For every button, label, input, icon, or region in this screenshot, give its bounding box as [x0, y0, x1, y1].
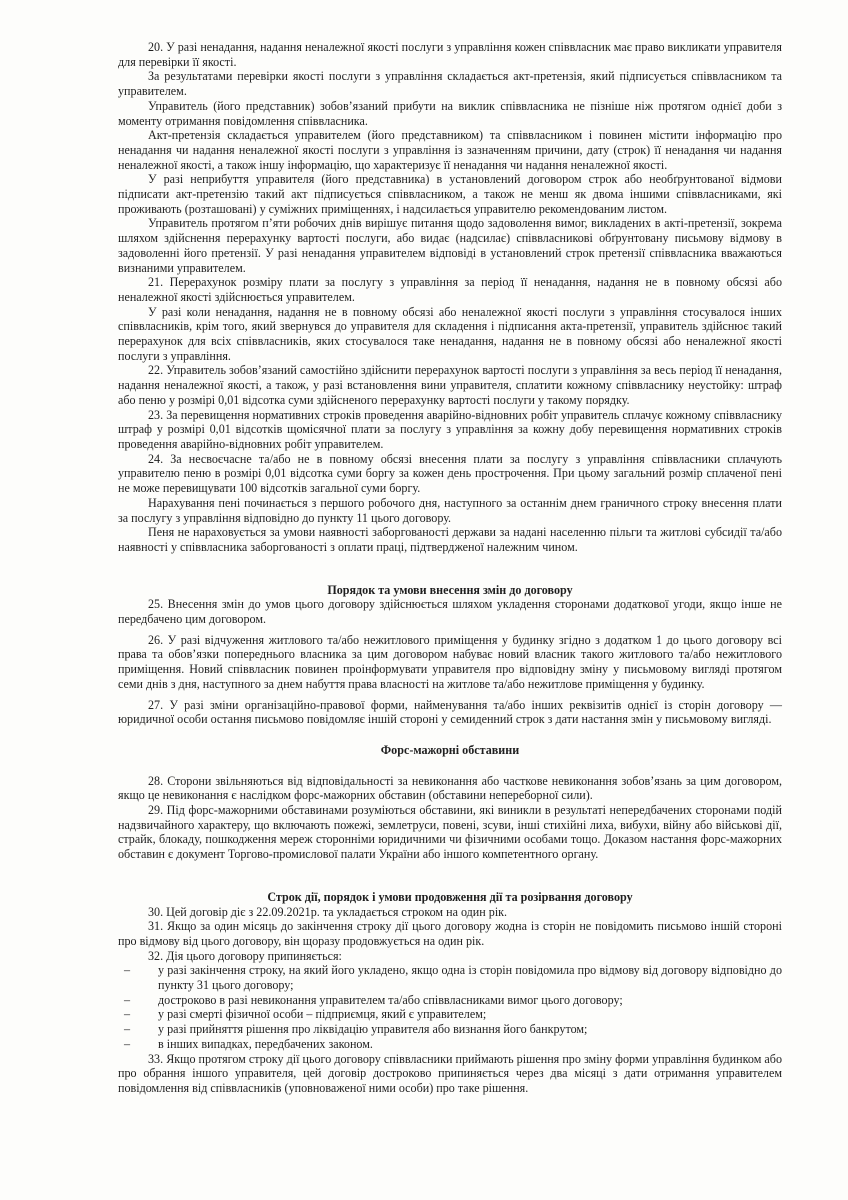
force-majeure-heading: Форс-мажорні обставини: [380, 742, 520, 757]
liability-section: [118, 40, 782, 555]
paragraph-25: 25. Внесення змін до умов цього договору здійснюється шляхом укладення сторонами додаткової угоди, якщо інше не передбачено цим договором.: [118, 597, 782, 627]
dash-bullet: –: [124, 1036, 131, 1051]
paragraph-31: 31. Якщо за один місяць до закінчення строку дії цього договору жодна із сторін не повідомить письмово іншій стороні про відмову від цього договору, він щоразу продовжується на один рік.: [118, 919, 782, 948]
term-section: [118, 890, 782, 1096]
list-item-text: в інших випадках, передбачених законом.: [158, 1036, 373, 1051]
list-item: [124, 1022, 782, 1037]
paragraph-26: 26. У разі відчуження житлового та/або нежитлового приміщення у будинку згідно з додатком 1 до цього договору всі права та обов’язки попереднього власника за цим договором набуває новий власник такого житлового та/або нежитлового приміщення. Новий співвласник повинен проінформувати управителя про відповідну зміну у письмовому вигляді протягом семи днів з дня, наступного за днем набуття права власності на житлове та/або нежитлове приміщення у будинку.: [118, 632, 782, 691]
dash-bullet: –: [124, 963, 131, 978]
paragraph-claim-resolution: Управитель протягом п’яти робочих днів вирішує питання щодо задоволення вимог, викладених в акті-претензії, зокрема шляхом здійснення перерахунку вартості послуги, або видає (надсилає) співвласникові обґрунтовану письмову відмову в задоволенні його претензії. У разі ненадання управителем відповіді в установлений строк претензії співвласника вважаються визнаними управителем.: [118, 216, 782, 275]
paragraph-recalculation-others: У разі коли ненадання, надання не в повному обсязі або неналежної якості послуги з управління стосувалося інших співвласників, крім того, який звернувся до управителя для складення і підписання акта-претензії, управитель здійснює такий перерахунок для всіх співвласників, яких стосувалося таке ненадання, надання не в повному обсязі або неналежної якості послуги з управління.: [118, 304, 782, 363]
paragraph-28: 28. Сторони звільняються від відповідальності за невиконання або часткове невиконання зобов’язань за цим договором, якщо це невиконання є наслідком форс-мажорних обставин (обставини непереборної сили).: [118, 773, 782, 803]
list-item: [124, 1037, 782, 1052]
paragraph-24: 24. За несвоєчасне та/або не в повному обсязі внесення плати за послугу з управління співвласники сплачують управителю пеню в розмірі 0,01 відсотка суми боргу за кожен день прострочення. При цьому загальний розмір сплаченої пені не може перевищувати 100 відсотків загальної суми боргу.: [118, 451, 782, 496]
list-item-text: у разі прийняття рішення про ліквідацію управителя або визнання його банкрутом;: [158, 1022, 588, 1037]
paragraph-manager-absence: У разі неприбуття управителя (його представника) в установлений договором строк або необґрунтованої відмови підписати акт-претензію такий акт підписується співвласником, а також не менш як двома іншими співвласниками, які проживають (розташовані) у суміжних приміщеннях, і надсилається управителю рекомендованим листом.: [118, 172, 782, 216]
paragraph-manager-arrival: Управитель (його представник) зобов’язаний прибути на виклик співвласника не пізніше ніж протягом однієї доби з моменту отримання повідомлення співвласника.: [118, 98, 782, 128]
paragraph-29: 29. Під форс-мажорними обставинами розуміються обставини, які виникли в результаті непередбачених сторонами подій надзвичайного характеру, що включають пожежі, землетруси, повені, зсуви, інші стихійні лиха, вибухи, війну або військові дії, страйк, блокаду, пошкодження мереж сторонніми юридичними чи фізичними особами тощо. Доказом настання форс-мажорних обставин є документ Торгово-промислової палати України або іншого компетентного органу.: [118, 803, 782, 862]
paragraph-21: 21. Перерахунок розміру плати за послугу з управління за період її ненадання, надання не в повному обсязі або неналежної якості здійснюється управителем.: [118, 275, 782, 304]
paragraph-claim-content: Акт-претензія складається управителем (його представником) та співвласником і повинен містити інформацію про ненадання чи надання неналежної якості послуги з управління із зазначенням причини, дату (строк) її ненадання чи надання неналежної якості, а також іншу інформацію, що характеризує її ненадання чи надання неналежної якості.: [118, 128, 782, 172]
amendments-heading: Порядок та умови внесення змін до договору: [327, 582, 573, 597]
paragraph-32: 32. Дія цього договору припиняється:: [148, 948, 342, 963]
paragraph-33: 33. Якщо протягом строку дії цього договору співвласники приймають рішення про зміну форми управління будинком або про обрання іншого управителя, цей договір достроково припиняється через два місяці з дати отримання управителем повідомлення від співвласників (уповноваженої ними особи) про таке рішення.: [118, 1051, 782, 1095]
dash-bullet: –: [124, 992, 131, 1007]
termination-list: [118, 963, 782, 1051]
paragraph-22: 22. Управитель зобов’язаний самостійно здійснити перерахунок вартості послуги з управління за весь період її ненадання, надання неналежної якості, а також, у разі встановлення вини управителя, сплатити кожному співвласнику неустойку: штраф або пеню у розмірі 0,01 відсотка суми здійсненого перерахунку вартості послуги у такому порядку.: [118, 363, 782, 407]
amendments-section: [118, 583, 782, 727]
list-item: [124, 963, 782, 992]
paragraph-penalty-exemption: Пеня не нараховується за умови наявності заборгованості держави за надані населенню пільги та житлові субсидії та/або наявності у співвласника заборгованості з оплати праці, підтвердженої належним чином.: [118, 525, 782, 554]
paragraph-27: 27. У разі зміни організаційно-правової форми, найменування та/або інших реквізитів однієї із сторін договору — юридичної особи остання письмово повідомляє іншій стороні у семиденний строк з дати настання змін у письмовому вигляді.: [118, 697, 782, 727]
list-item-text: у разі смерті фізичної особи – підприємця, який є управителем;: [158, 1007, 487, 1022]
list-item-text: у разі закінчення строку, на який його укладено, якщо одна із сторін повідомила про відмову від договору відповідно до пункту 31 цього договору;: [158, 963, 782, 993]
paragraph-penalty-start: Нарахування пені починається з першого робочого дня, наступного за останнім днем граничного строку внесення плати за послугу з управління відповідно до пункту 11 цього договору.: [118, 495, 782, 525]
paragraph-20: 20. У разі ненадання, надання неналежної якості послуги з управління кожен співвласник має право викликати управителя для перевірки її якості.: [118, 40, 782, 69]
term-heading: Строк дії, порядок і умови продовження дії та розірвання договору: [267, 889, 633, 904]
paragraph-30: 30. Цей договір діє з 22.09.2021р. та укладається строком на один рік.: [148, 904, 508, 919]
force-majeure-section: [118, 743, 782, 862]
list-item-text: достроково в разі невиконання управителем та/або співвласниками вимог цього договору;: [158, 992, 623, 1007]
paragraph-claim-act: За результатами перевірки якості послуги з управління складається акт-претензія, який підписується співвласником та управителем.: [118, 69, 782, 99]
list-item: [124, 993, 782, 1008]
list-item: [124, 1007, 782, 1022]
dash-bullet: –: [124, 1007, 131, 1022]
paragraph-23: 23. За перевищення нормативних строків проведення аварійно-відновних робіт управитель сплачує кожному співвласнику штраф у розмірі 0,01 відсотків щомісячної плати за послугу з управління за кожну добу перевищення нормативних строків проведення аварійно-відновних робіт управителем.: [118, 407, 782, 451]
dash-bullet: –: [124, 1022, 131, 1037]
